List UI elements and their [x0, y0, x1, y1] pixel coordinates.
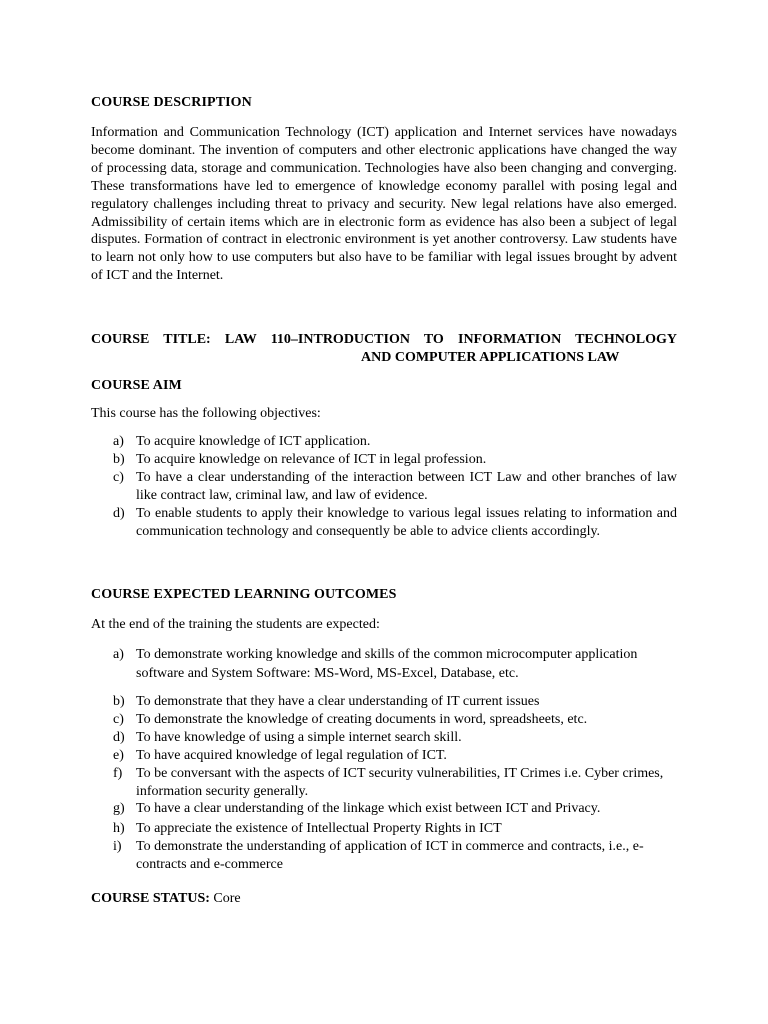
course-title-line-2: AND COMPUTER APPLICATIONS LAW	[361, 350, 620, 365]
list-item	[91, 747, 677, 765]
list-item	[91, 729, 677, 747]
list-marker: a)	[113, 434, 124, 449]
list-marker: c)	[113, 711, 124, 727]
list-marker: d)	[113, 729, 125, 745]
course-title-line-1: COURSE TITLE: LAW 110–INTRODUCTION TO INFORMATION TECHNOLOGY	[91, 332, 677, 347]
list-item	[91, 838, 677, 874]
list-item	[91, 505, 677, 541]
list-item-text: To demonstrate working knowledge and skills of the common microcomputer application software and System Software: MS-Word, MS-Excel, Database, etc.	[136, 647, 638, 681]
list-item-text: To appreciate the existence of Intellectual Property Rights in ICT	[136, 821, 502, 837]
list-marker: c)	[113, 469, 124, 485]
list-marker: b)	[113, 694, 125, 709]
list-item	[91, 765, 677, 801]
list-marker: g)	[113, 801, 125, 817]
list-item-text: To demonstrate that they have a clear understanding of IT current issues	[136, 694, 540, 709]
course-status-value: Core	[213, 891, 241, 906]
list-item-text: To acquire knowledge of ICT application.	[136, 434, 371, 449]
course-aim-list	[91, 433, 677, 540]
list-item-text: To have a clear understanding of the interaction between ICT Law and other branches of law like contract law, criminal law, and law of evidence.	[136, 469, 677, 503]
list-item-text: To have a clear understanding of the linkage which exist between ICT and Privacy.	[136, 801, 601, 817]
list-item-text: To have acquired knowledge of legal regulation of ICT.	[136, 747, 447, 763]
learning-outcomes-list	[91, 693, 677, 874]
list-item	[91, 693, 677, 711]
list-marker: h)	[113, 821, 125, 837]
learning-outcomes-intro: At the end of the training the students are expected:	[91, 617, 380, 632]
list-item	[91, 646, 677, 683]
list-item-text: To demonstrate the understanding of application of ICT in commerce and contracts, i.e., e-contracts and e-commerce	[136, 839, 644, 873]
list-item-text: To demonstrate the knowledge of creating documents in word, spreadsheets, etc.	[136, 711, 588, 727]
list-item	[91, 451, 677, 469]
course-status	[91, 890, 241, 908]
list-item	[91, 820, 677, 838]
course-aim-heading: COURSE AIM	[91, 378, 182, 393]
learning-outcomes-heading: COURSE EXPECTED LEARNING OUTCOMES	[91, 587, 397, 602]
list-item	[91, 711, 677, 729]
list-item	[91, 433, 677, 451]
course-title	[91, 331, 677, 367]
list-marker: b)	[113, 451, 125, 467]
list-item-text: To have knowledge of using a simple internet search skill.	[136, 729, 462, 745]
list-item	[91, 469, 677, 505]
learning-outcomes-list-a	[91, 646, 677, 683]
list-item-text: To be conversant with the aspects of ICT security vulnerabilities, IT Crimes i.e. Cyber crimes, information security generally.	[136, 765, 664, 799]
list-marker: i)	[113, 839, 122, 855]
course-description-heading: COURSE DESCRIPTION	[91, 95, 252, 110]
list-marker: e)	[113, 747, 124, 763]
list-item	[91, 800, 677, 818]
list-item-text: To enable students to apply their knowledge to various legal issues relating to information and communication technology and consequently be able to advice clients accordingly.	[136, 505, 677, 539]
course-status-label: COURSE STATUS:	[91, 891, 210, 906]
course-aim-intro: This course has the following objectives:	[91, 406, 321, 421]
list-marker: d)	[113, 505, 125, 521]
list-item-text: To acquire knowledge on relevance of ICT in legal profession.	[136, 451, 487, 467]
list-marker: a)	[113, 647, 124, 662]
list-marker: f)	[113, 765, 123, 781]
course-description-body: Information and Communication Technology (ICT) application and Internet services have nowadays become dominant. The invention of computers and other electronic applications have changed the way of processing data, storage and communication. Technologies have also been changing and converging. These transformations have led to emergence of knowledge economy parallel with posing legal and regulatory challenges including threat to privacy and security. New legal relations have also emerged. Admissibility of certain items which are in electronic form as evidence has also been a subject of legal disputes. Formation of contract in electronic environment is yet another controversy. Law students have to learn not only how to use computers but also have to be familiar with legal issues brought by advent of ICT and the Internet.	[91, 125, 677, 284]
